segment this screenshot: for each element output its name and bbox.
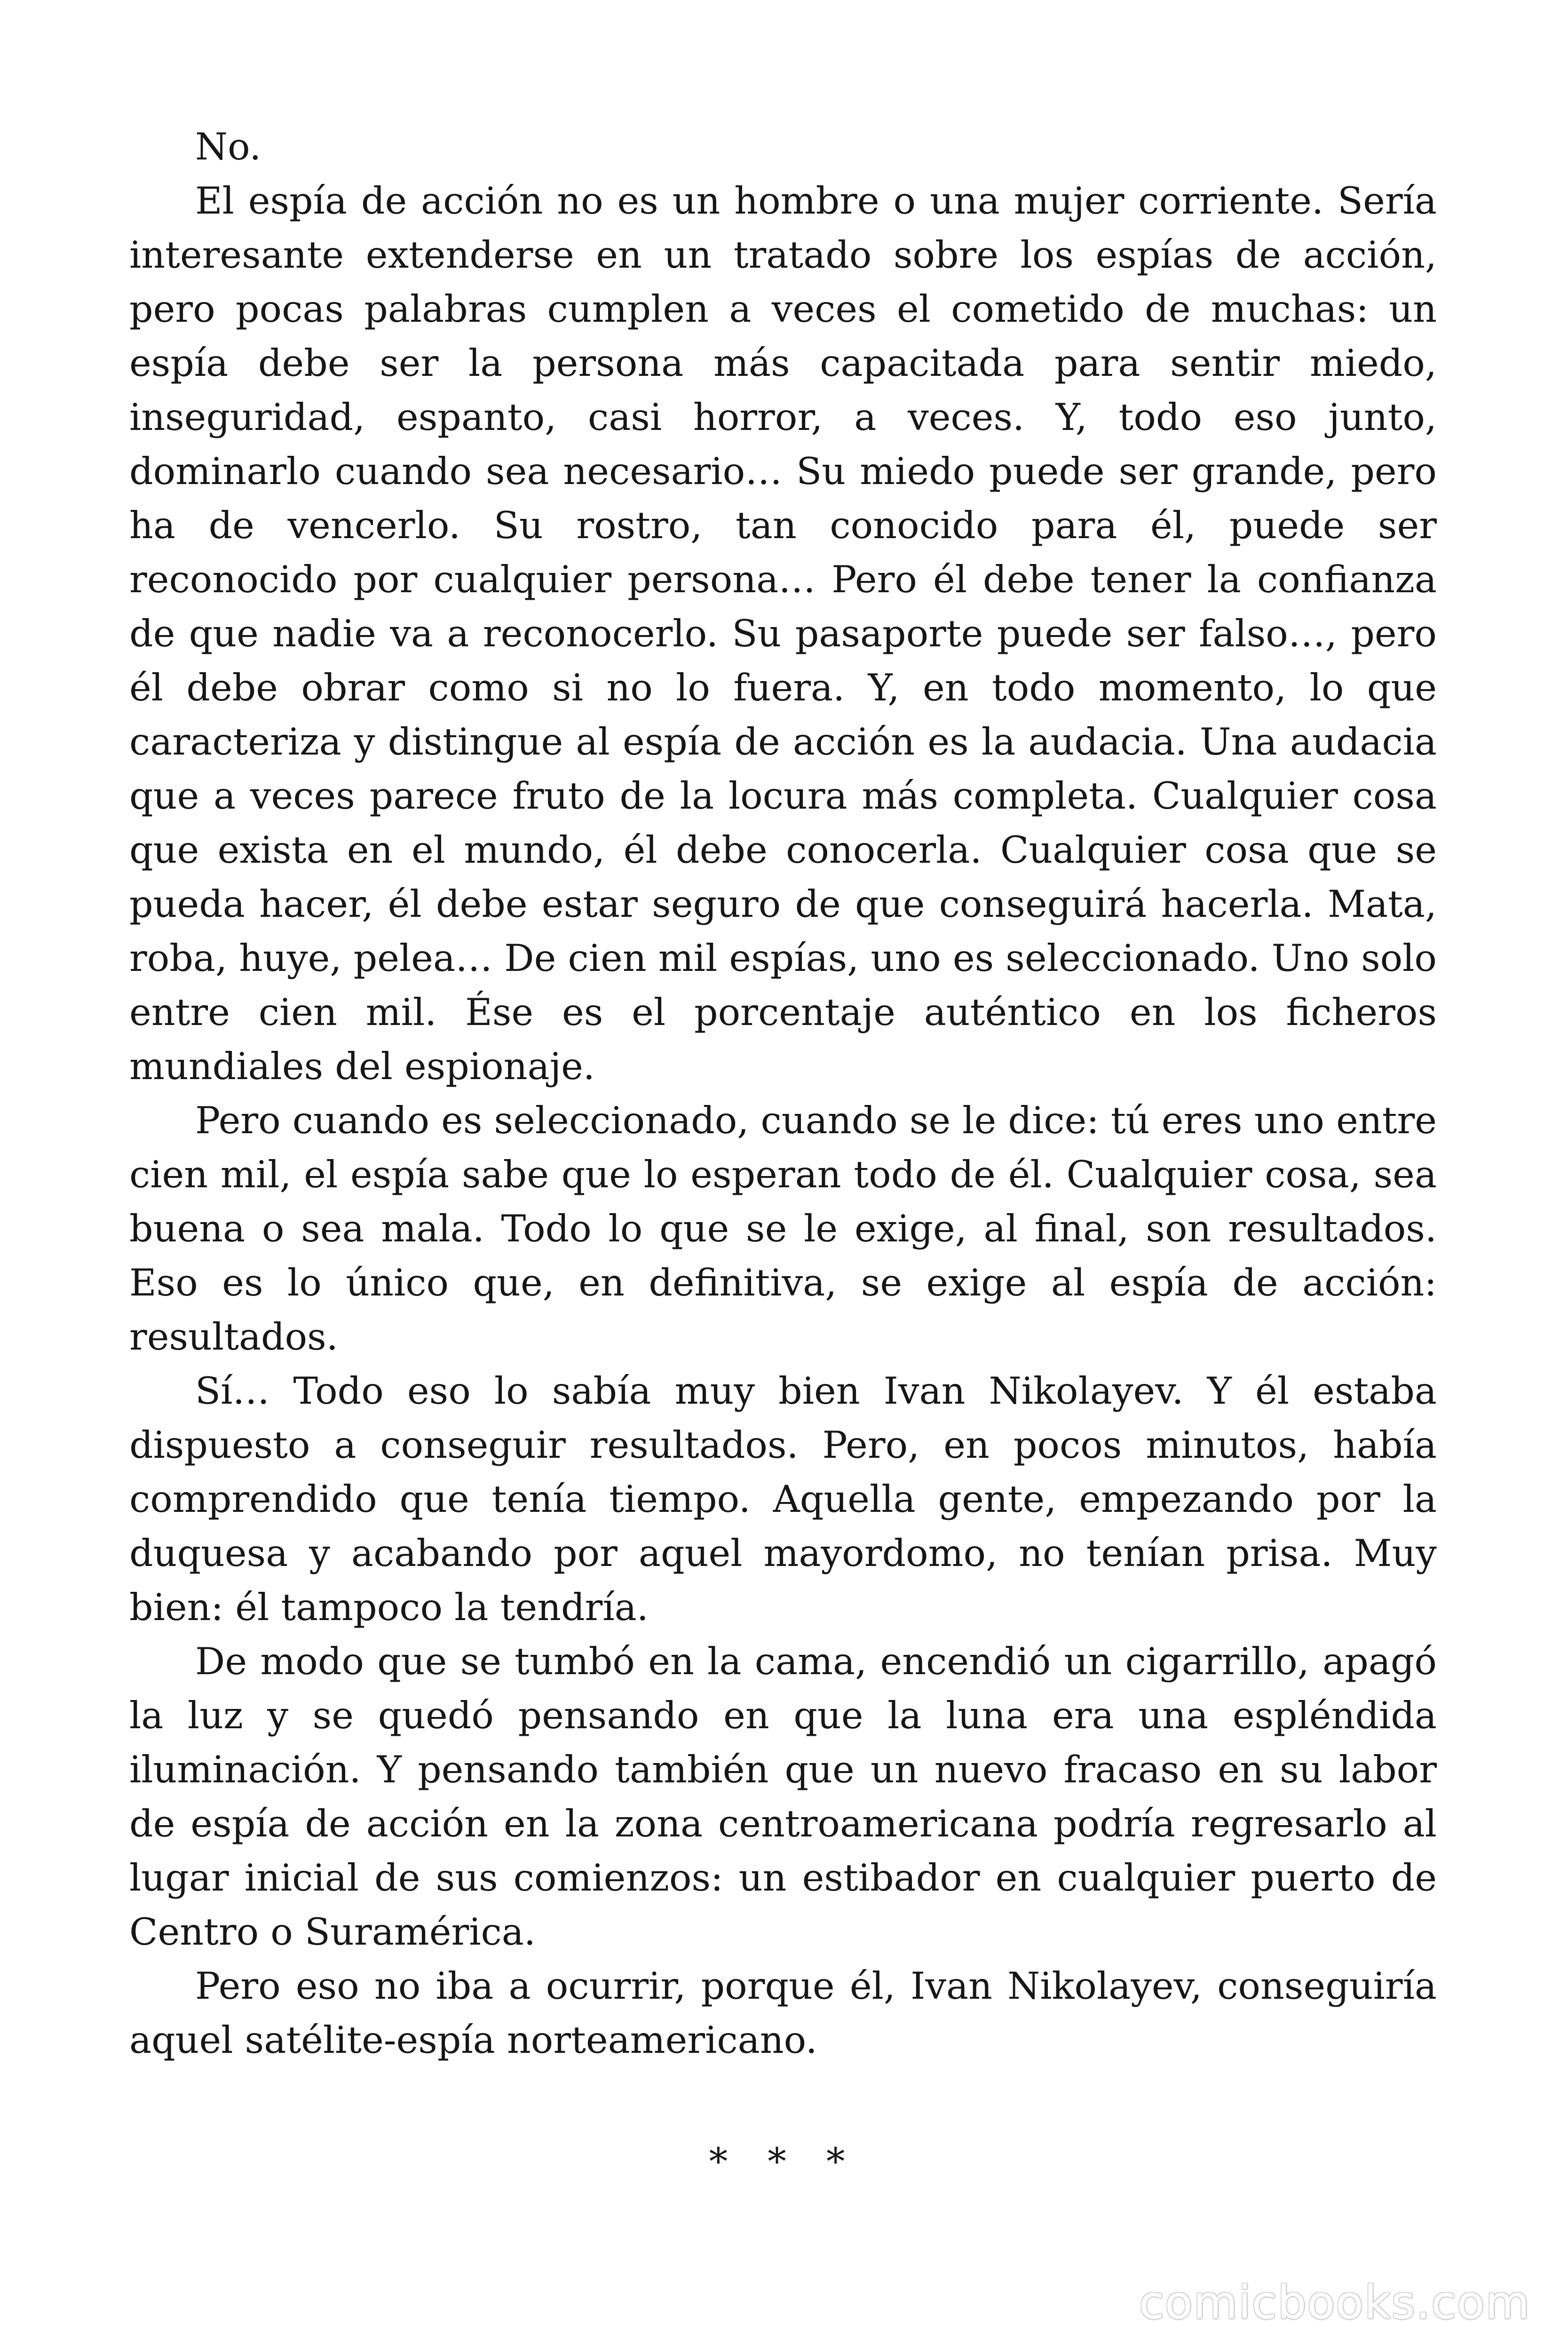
paragraph: Pero cuando es seleccionado, cuando se le dice: tú eres uno entre cien mil, el espía sabe que lo esperan todo de él. Cualquier cosa, sea buena o sea mala. Todo lo que se le exige, al final, son resultados. Eso es lo único que, en definitiva, se exige al espía de acción: resultados.	[129, 1099, 1437, 1359]
section-separator: * * *	[709, 2140, 859, 2183]
paragraph: De modo que se tumbó en la cama, encendió un cigarrillo, apagó la luz y se quedó pensando en que la luna era una espléndida iluminación. Y pensando también que un nuevo fracaso en su labor de espía de acción en la zona centroamericana podría regresarlo al lugar inicial de sus comienzos: un estibador en cualquier puerto de Centro o Suramérica.	[129, 1640, 1437, 1954]
paragraph: Sí… Todo eso lo sabía muy bien Ivan Nikolayev. Y él estaba dispuesto a conseguir resultados. Pero, en pocos minutos, había comprendido que tenía tiempo. Aquella gente, empezando por la duquesa y acabando por aquel mayordomo, no tenían prisa. Muy bien: él tampoco la tendría.	[129, 1369, 1437, 1629]
body-text	[129, 120, 1437, 2067]
watermark: comicbooks.com	[1139, 2276, 1530, 2329]
paragraph: No.	[195, 125, 261, 168]
paragraph: El espía de acción no es un hombre o una mujer corriente. Sería interesante extenderse en un tratado sobre los espías de acción, pero pocas palabras cumplen a veces el cometido de muchas: un espía debe ser la persona más capacitada para sentir miedo, inseguridad, espanto, casi horror, a veces. Y, todo eso junto, dominarlo cuando sea necesario… Su miedo puede ser grande, pero ha de vencerlo. Su rostro, tan conocido para él, puede ser reconocido por cualquier persona… Pero él debe tener la confianza de que nadie va a reconocerlo. Su pasaporte puede ser falso…, pero él debe obrar como si no lo fuera. Y, en todo momento, lo que caracteriza y distingue al espía de acción es la audacia. Una audacia que a veces parece fruto de la locura más completa. Cualquier cosa que exista en el mundo, él debe conocerla. Cualquier cosa que se pueda hacer, él debe estar seguro de que conseguirá hacerla. Mata, roba, huye, pelea… De cien mil espías, uno es seleccionado. Uno solo entre cien mil. Ése es el porcentaje auténtico en los ficheros mundiales del espionaje.	[129, 179, 1437, 1088]
paragraph: Pero eso no iba a ocurrir, porque él, Ivan Nikolayev, conseguiría aquel satélite-espía norteamericano.	[129, 1964, 1437, 2062]
